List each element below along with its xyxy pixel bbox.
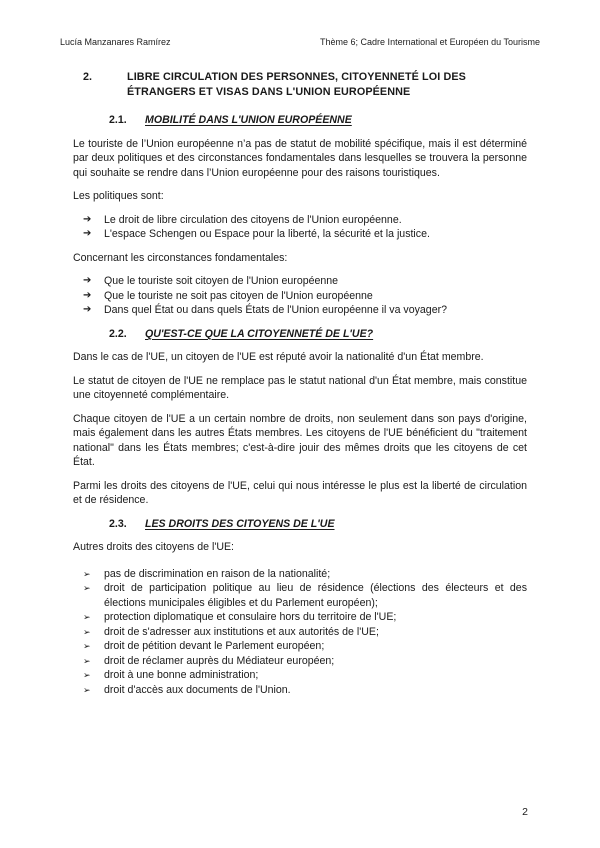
list-item-text: pas de discrimination en raison de la nationalité; — [104, 567, 331, 580]
list-item — [83, 567, 527, 582]
subsection-heading-2-2 — [109, 327, 527, 342]
list-item-text: droit d'accès aux documents de l'Union. — [104, 683, 291, 696]
list-item — [83, 625, 527, 640]
subsection-title: MOBILITÉ DANS L'UNION EUROPÉENNE — [145, 114, 352, 126]
paragraph: Autres droits des citoyens de l'UE: — [73, 541, 235, 553]
triangle-bullet-icon: ➢ — [83, 626, 91, 637]
arrow-bullet-icon: ➔ — [83, 289, 92, 301]
subsection-title: QU'EST-CE QUE LA CITOYENNETÉ DE L'UE? — [145, 327, 374, 340]
arrow-bullet-icon: ➔ — [83, 213, 92, 225]
header-author: Lucía Manzanares Ramírez — [60, 37, 171, 47]
paragraph: Le statut de citoyen de l'UE ne remplace pas le statut national d'un État membre, mais constitue une citoyenneté complémentaire. — [73, 374, 527, 401]
triangle-bullet-icon: ➢ — [83, 583, 91, 593]
triangle-bullet-icon: ➢ — [83, 684, 91, 695]
paragraph: Concernant les circonstances fondamentales: — [73, 251, 288, 264]
paragraph: Parmi les droits des citoyens de l'UE, celui qui nous intéresse le plus est la liberté de circulation et de résidence. — [73, 479, 527, 506]
page-number: 2 — [522, 806, 528, 818]
list-item — [83, 289, 527, 304]
list-item-text: Le droit de libre circulation des citoyens de l'Union européenne. — [104, 213, 402, 226]
list-item-text: droit à une bonne administration; — [104, 669, 259, 681]
list-item — [83, 654, 527, 669]
section-number: 2. — [83, 71, 93, 83]
subsection-number: 2.1. — [109, 114, 127, 126]
list-item-text: Que le touriste ne soit pas citoyen de l'Union européenne — [104, 289, 373, 302]
paragraph: Chaque citoyen de l'UE a un certain nombre de droits, non seulement dans son pays d'origine, mais également dans les autres États membres. Les citoyens de l'UE bénéficient du "traitement national" dans les États membres; c'est-à-dire jouir des mêmes droits que les citoyens de cet État. — [73, 412, 527, 468]
triangle-bullet-icon: ➢ — [83, 612, 91, 622]
section-heading — [83, 70, 527, 99]
list-item-text: droit de s'adresser aux institutions et aux autorités de l'UE; — [104, 625, 379, 638]
subsection-heading-2-3 — [109, 517, 527, 532]
triangle-bullet-icon: ➢ — [83, 670, 91, 680]
list-item — [83, 227, 527, 242]
arrow-bullet-icon: ➔ — [83, 275, 92, 286]
arrow-bullet-icon: ➔ — [83, 228, 92, 239]
list-item-text: protection diplomatique et consulaire hors du territoire de l'UE; — [104, 611, 397, 623]
list-item — [83, 274, 527, 289]
list-item — [83, 303, 527, 318]
list-item — [83, 213, 527, 228]
list-item-text: Dans quel État ou dans quels États de l'Union européenne il va voyager? — [104, 304, 448, 316]
subsection-number: 2.3. — [109, 517, 127, 530]
rights-list — [73, 567, 527, 698]
arrow-bullet-icon: ➔ — [83, 304, 92, 315]
list-item-text: droit de participation politique au lieu de résidence (élections des électeurs et des élections municipales éligibles et du Parlement européen); — [104, 582, 527, 609]
subsection-title: LES DROITS DES CITOYENS DE L'UE — [145, 517, 335, 530]
subsection-number: 2.2. — [109, 327, 127, 340]
section-title: LIBRE CIRCULATION DES PERSONNES, CITOYENNETÉ LOI DES ÉTRANGERS ET VISAS DANS L'UNION EUROPÉENNE — [127, 71, 466, 98]
paragraph: Le touriste de l’Union européenne n’a pas de statut de mobilité spécifique, mais il est déterminé par deux politiques et des circonstances fondamentales dans lesquelles se trouvera la personne qui souhaite se rendre dans l’Union européenne pour des raisons touristiques. — [73, 137, 527, 179]
paragraph: Dans le cas de l'UE, un citoyen de l'UE est réputé avoir la nationalité d'un État membre. — [73, 351, 484, 363]
policies-list — [73, 213, 527, 242]
list-item-text: droit de réclamer auprès du Médiateur européen; — [104, 654, 335, 667]
list-item-text: droit de pétition devant le Parlement européen; — [104, 640, 325, 652]
list-item — [83, 639, 527, 654]
list-item-text: L'espace Schengen ou Espace pour la liberté, la sécurité et la justice. — [104, 228, 430, 240]
paragraph: Les politiques sont: — [73, 190, 164, 202]
subsection-heading-2-1 — [109, 113, 527, 128]
list-item — [83, 683, 527, 698]
triangle-bullet-icon: ➢ — [83, 568, 91, 579]
list-item-text: Que le touriste soit citoyen de l'Union européenne — [104, 275, 339, 287]
list-item — [83, 610, 527, 625]
list-item — [83, 668, 527, 683]
list-item — [83, 581, 527, 610]
triangle-bullet-icon: ➢ — [83, 655, 91, 666]
circumstances-list — [73, 274, 527, 318]
triangle-bullet-icon: ➢ — [83, 641, 91, 651]
page-content — [73, 70, 527, 706]
header-theme: Thème 6; Cadre International et Européen du Tourisme — [320, 37, 540, 47]
